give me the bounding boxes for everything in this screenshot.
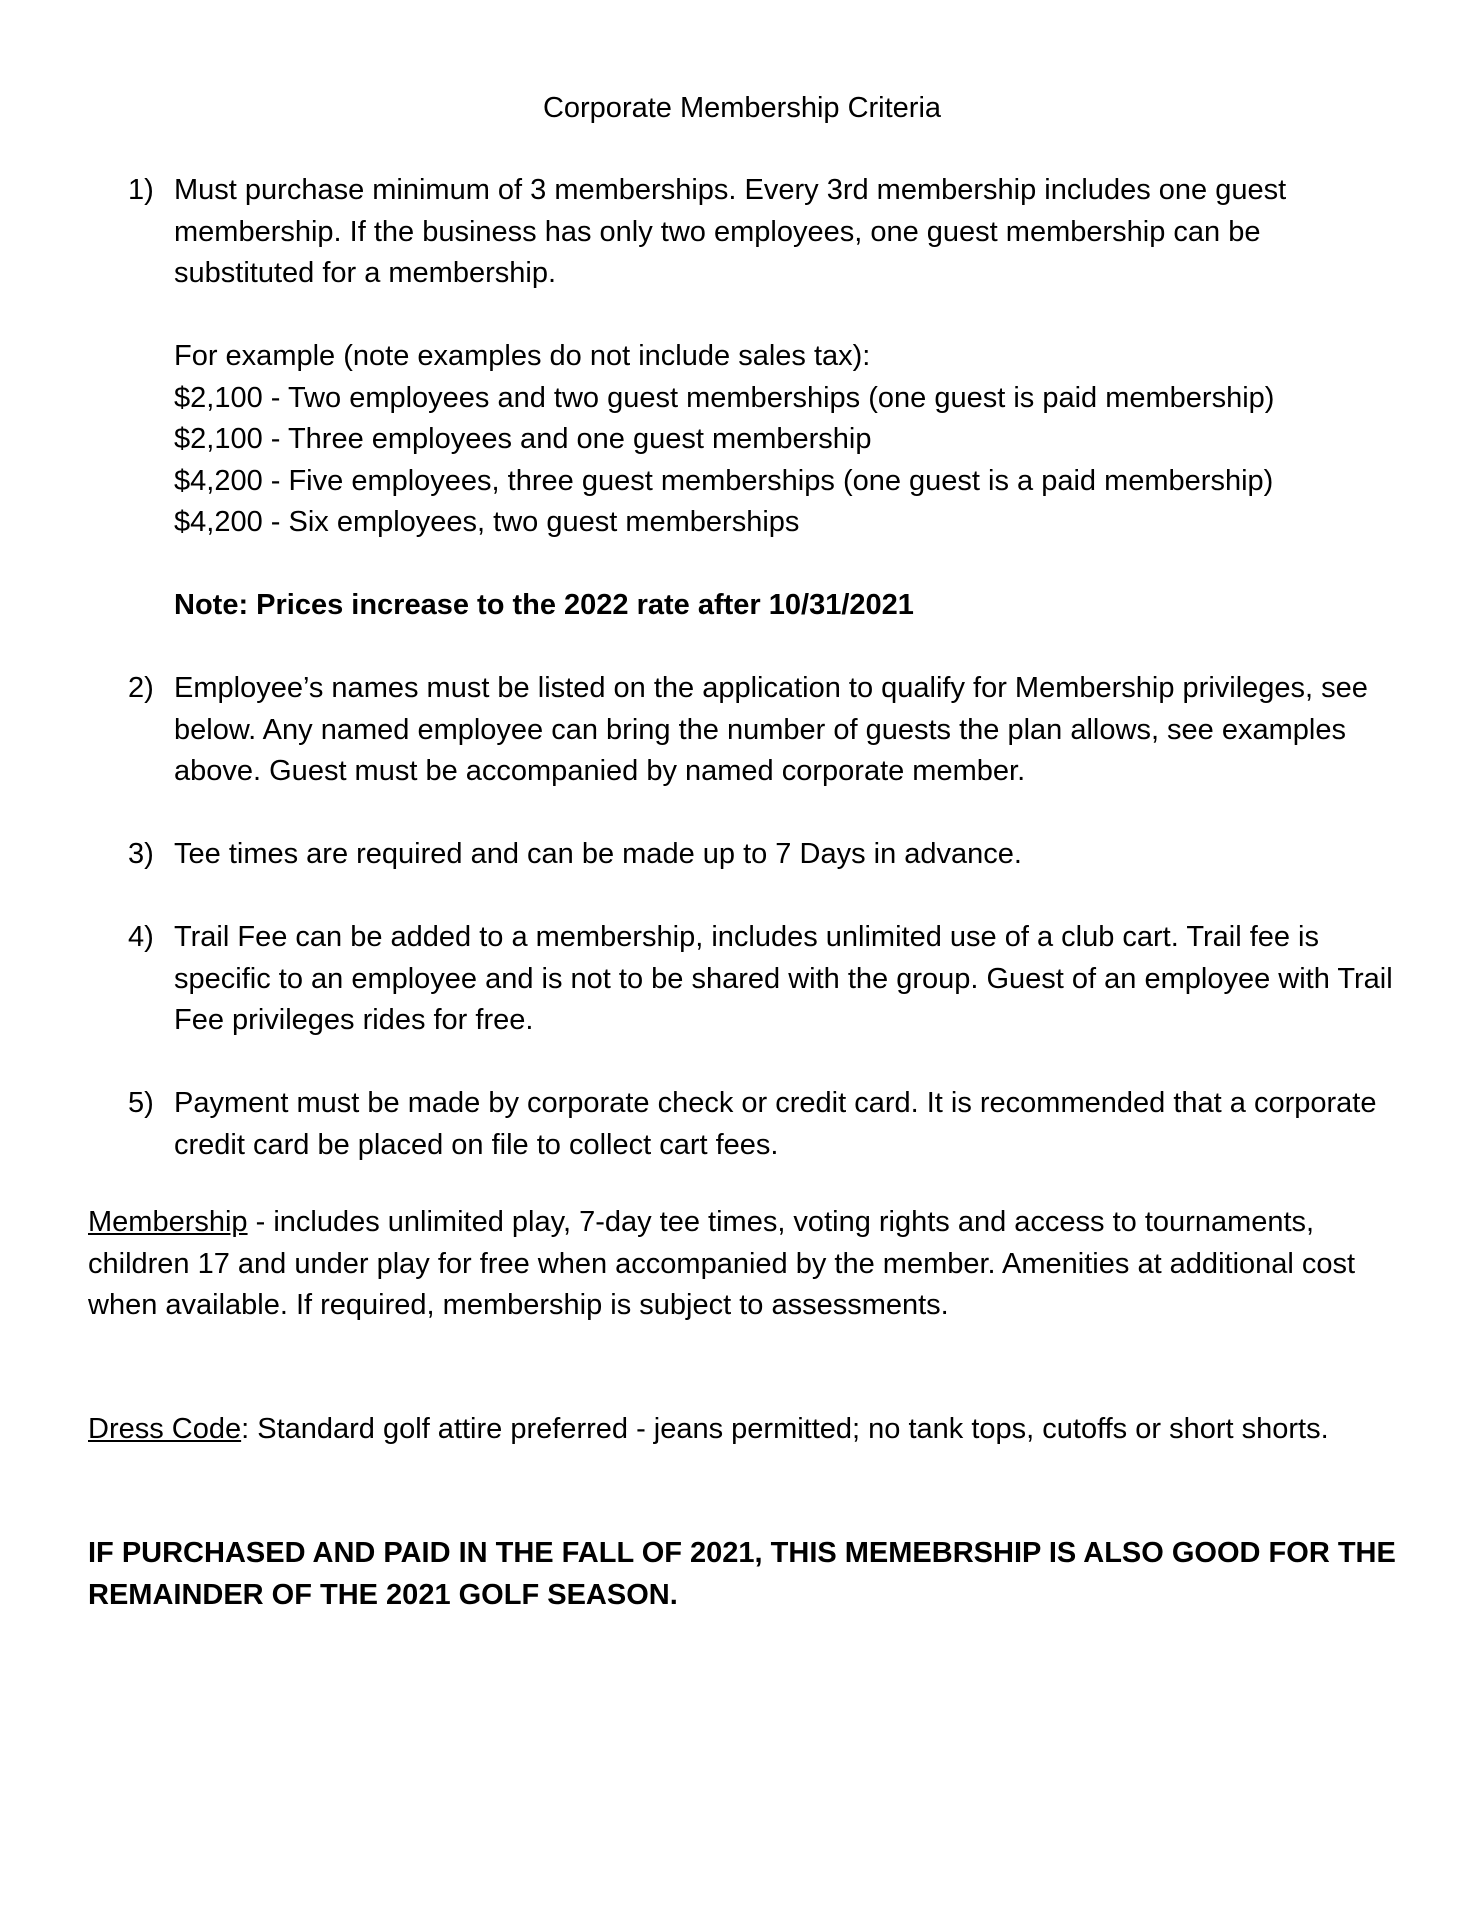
list-item: [128, 1083, 1408, 1166]
item-text: Payment must be made by corporate check or credit card. It is recommended that a corporate credit card be placed on file to collect cart fees.: [174, 1087, 1377, 1161]
dress-code-paragraph: [88, 1409, 1408, 1451]
closing-statement: IF PURCHASED AND PAID IN THE FALL OF 2021, THIS MEMEBRSHIP IS ALSO GOOD FOR THE REMAINDER OF THE 2021 GOLF SEASON.: [88, 1537, 1396, 1611]
example-line: $2,100 - Three employees and one guest membership: [174, 423, 872, 455]
membership-paragraph: [88, 1202, 1408, 1327]
dress-code-text: : Standard golf attire preferred - jeans permitted; no tank tops, cutoffs or short shorts.: [241, 1413, 1329, 1445]
membership-text: - includes unlimited play, 7-day tee times, voting rights and access to tournaments, children 17 and under play for free when accompanied by the member. Amenities at additional cost when available. If required, membership is subject to assessments.: [88, 1206, 1356, 1321]
list-item: [128, 668, 1408, 793]
example-line: $4,200 - Five employees, three guest memberships (one guest is a paid membership): [174, 464, 1274, 497]
item-number: 1): [128, 174, 154, 206]
item-number: 5): [128, 1087, 154, 1119]
examples-block: [174, 336, 1408, 544]
item-text: Trail Fee can be added to a membership, includes unlimited use of a club cart. Trail fee is specific to an employee and is not to be shared with the group. Guest of an employee with Trail Fee privileges rides for free.: [174, 921, 1393, 1036]
item-number: 2): [128, 672, 154, 704]
item-text: Employee’s names must be listed on the application to qualify for Membership privileges, see below. Any named employee can bring the number of guests the plan allows, see examples above. Guest must be accompanied by named corporate member.: [174, 672, 1368, 787]
list-item: [128, 170, 1408, 627]
price-note: Note: Prices increase to the 2022 rate after 10/31/2021: [174, 589, 914, 621]
list-item: [128, 834, 1408, 876]
example-line: $4,200 - Six employees, two guest memberships: [174, 506, 800, 538]
criteria-list: [128, 170, 1408, 1208]
membership-term: Membership: [88, 1206, 248, 1238]
dress-code-term: Dress Code: [88, 1413, 242, 1445]
item-number: 4): [128, 921, 154, 953]
item-text: Must purchase minimum of 3 memberships. Every 3rd membership includes one guest membership. If the business has only two employees, one guest membership can be substituted for a membership.: [174, 174, 1287, 289]
page-title: Corporate Membership Criteria: [542, 92, 942, 124]
list-item: [128, 917, 1408, 1042]
item-number: 3): [128, 838, 154, 870]
examples-intro: For example (note examples do not include sales tax):: [174, 340, 871, 372]
item-text: Tee times are required and can be made up to 7 Days in advance.: [174, 838, 1022, 870]
example-line: $2,100 - Two employees and two guest memberships (one guest is paid membership): [174, 381, 1275, 414]
